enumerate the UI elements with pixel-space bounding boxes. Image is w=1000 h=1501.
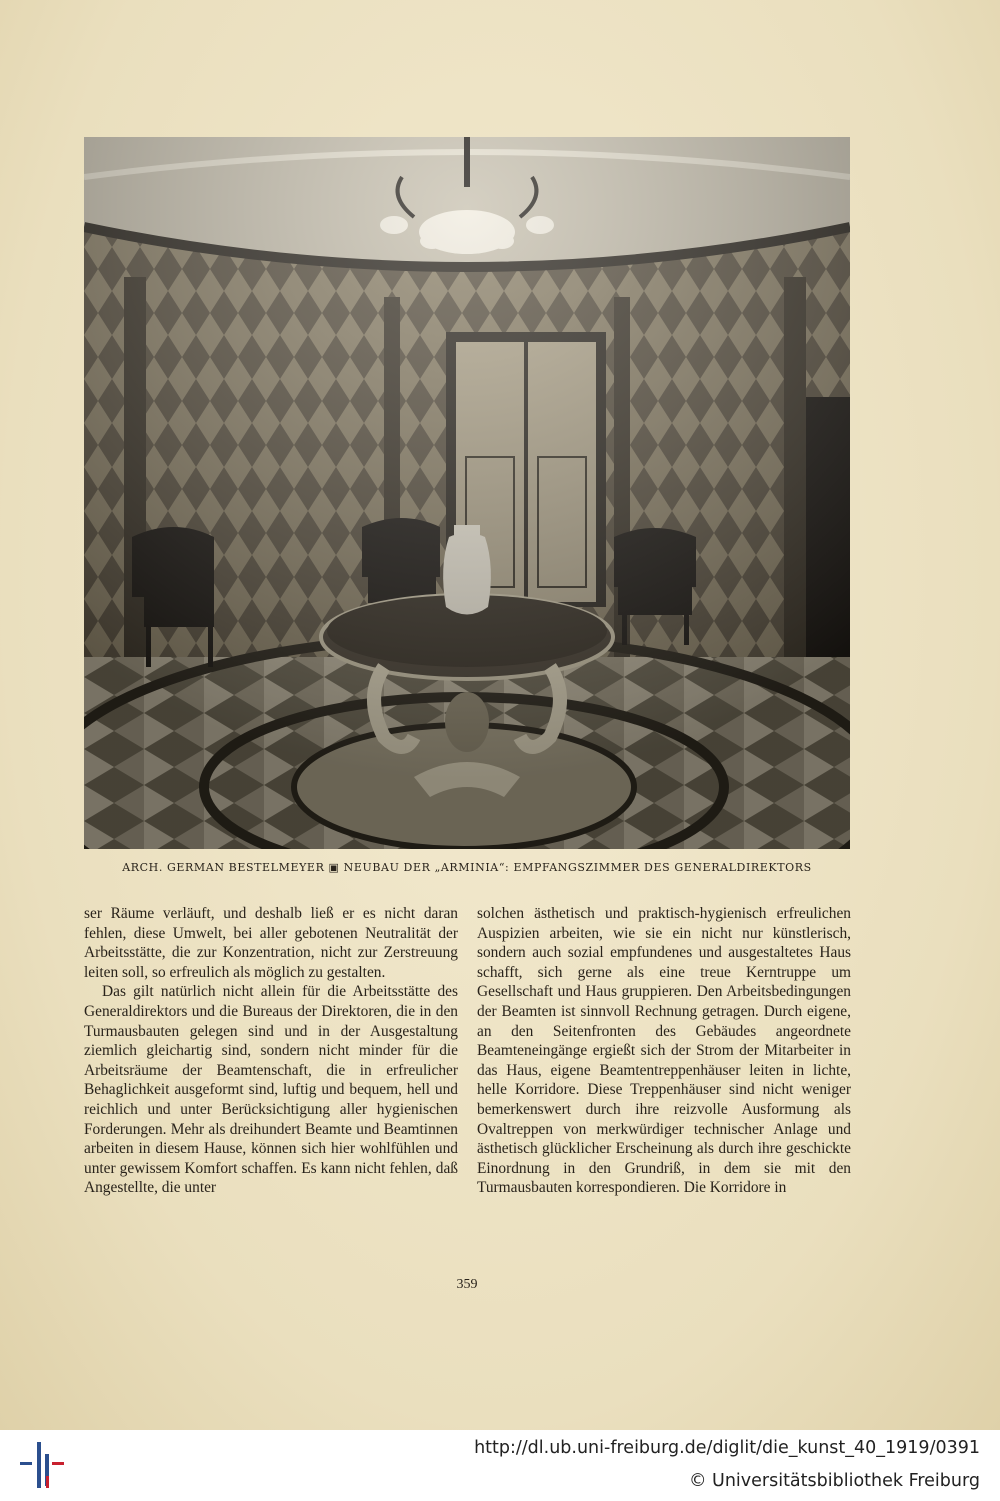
- permalink-url[interactable]: http://dl.ub.uni-freiburg.de/diglit/die_kunst_40_1919/0391: [474, 1438, 980, 1458]
- copyright-notice: © Universitätsbibliothek Freiburg: [688, 1471, 980, 1491]
- paragraph: Das gilt natürlich nicht allein für die Arbeitsstätte des Generaldirektors und die Bureaus der Direktoren, die in den Turmausbauten gelegen sind und in der Ausgestaltung ziemlich gleichartig sind, sondern nicht minder für die Arbeitsräume der Beamtenschaft, die in erfreulicher Behaglichkeit ausgeformt sind, luftig und bequem, hell und reichlich und unter Berücksichtigung aller hygienischen Forderungen. Mehr als dreihundert Beamte und Beamtinnen arbeiten in diesem Hause, können sich hier wohlfühlen und unter gewissem Komfort schaffen. Es kann nicht fehlen, daß Angestellte, die unter: [84, 983, 458, 1197]
- paragraph: solchen ästhetisch und praktisch-hygienisch erfreulichen Auspizien arbeiten, wie sie ein nicht nur künstlerisch, sondern auch sozial empfundenes und ausgestaltetes Haus schafft, sich gerne als eine treue Kerntruppe um Gesellschaft und Haus gruppieren. Den Arbeitsbedingungen der Beamten ist sinnvoll Rechnung getragen. Durch eigene, an den Seitenfronten des Gebäudes angeordnete Beamteneingänge ergießt sich der Strom der Mitarbeiter in das Haus, eigene Beamtentreppenhäuser leiten in lichte, helle Korridore. Diese Treppenhäuser sind nicht weniger bemerkenswert durch ihre reizvolle Ausformung als Ovaltreppen von merkwürdiger technischer Anlage und ästhetisch glücklicher Erscheinung als durch ihre geschickte Einordnung in den Grundriß, in dem sie mit den Turmausbauten korrespondieren. Die Korridore in: [477, 905, 851, 1197]
- footer-bar: [0, 1430, 1000, 1501]
- text-column-right: [477, 904, 851, 1198]
- text-column-left: [84, 904, 458, 1198]
- paragraph: ser Räume verläuft, und deshalb ließ er es nicht daran fehlen, diese Umwelt, bei aller gebotenen Neutralität der Arbeitsstätte, die zur Konzentration, nicht zur Zerstreuung leiten soll, so erfreulich als möglich zu gestalten.: [84, 905, 458, 981]
- interior-photograph: [84, 137, 850, 849]
- library-logo-icon: [20, 1440, 66, 1490]
- photo-caption: ARCH. GERMAN BESTELMEYER ▣ NEUBAU DER „ARMINIA“: EMPFANGSZIMMER DES GENERALDIREKTORS: [122, 861, 812, 874]
- page-number: 359: [456, 1277, 478, 1292]
